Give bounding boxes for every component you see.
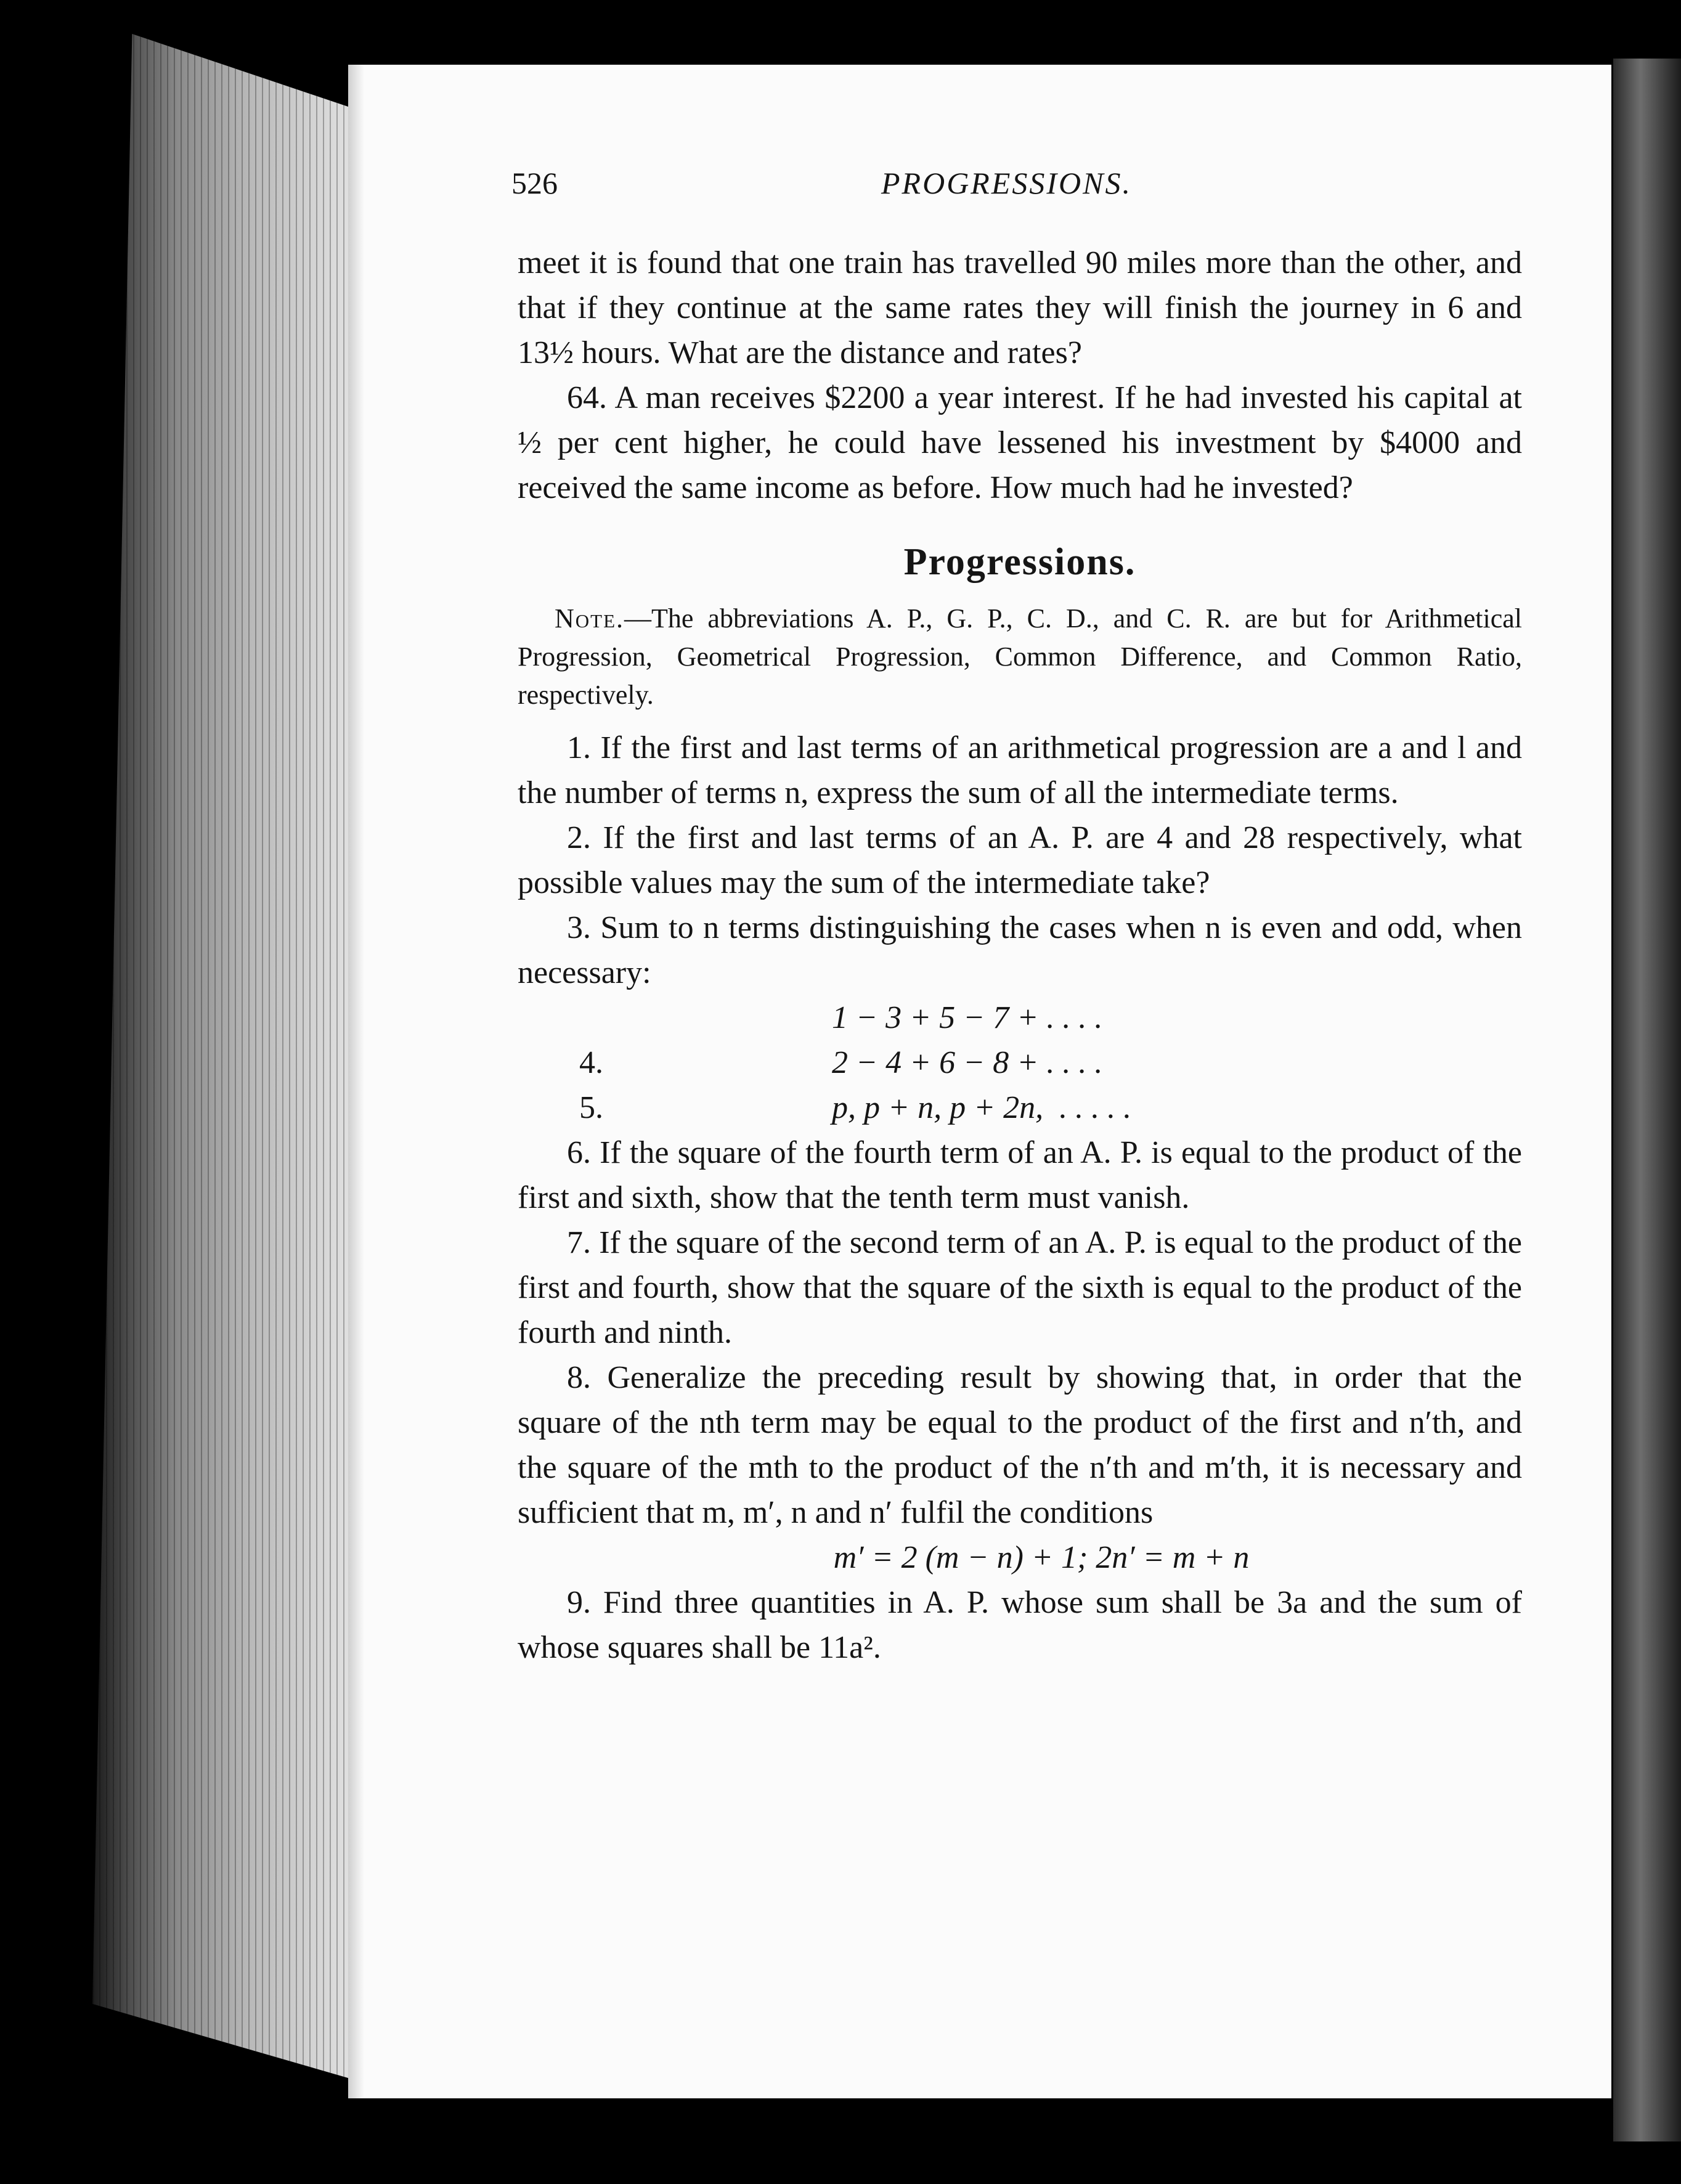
series-number: 5. [579, 1090, 603, 1125]
problem-8-equation: m′ = 2 (m − n) + 1; 2n′ = m + n [833, 1540, 1250, 1575]
page-header [511, 165, 1559, 208]
problem-6: 6. If the square of the fourth term of an A. P. is equal to the product of the first and sixth, show that the tenth term must vanish. [518, 1135, 1522, 1215]
note-label: Note. [555, 603, 625, 634]
continuation-paragraph: meet it is found that one train has travelled 90 miles more than the other, and that if they continue at the same rates they will finish the journey in 6 and 13½ hours. What are the distance and rates? [518, 245, 1522, 370]
series-row [518, 995, 1522, 1040]
problem-1: 1. If the first and last terms of an arithmetical progression are a and l and the number of terms n, express the sum of all the intermediate terms. [518, 730, 1522, 810]
series-expression: 1 − 3 + 5 − 7 + . . . . [832, 1000, 1103, 1035]
abbreviation-note [518, 600, 1522, 714]
problem-3: 3. Sum to n terms distinguishing the cases when n is even and odd, when necessary: [518, 910, 1522, 990]
series-row [518, 1040, 1522, 1085]
running-title: PROGRESSIONS. [881, 166, 1132, 200]
problem-2: 2. If the first and last terms of an A. P. are 4 and 28 respectively, what possible values may the sum of the intermediate take? [518, 820, 1522, 900]
series-row [518, 1085, 1522, 1130]
binding-edge [1613, 59, 1681, 2141]
problem-64: 64. A man receives $2200 a year interest. If he had invested his capital at ½ per cent higher, he could have lessened his investment by $4000 and received the same income as before. How much had he invested? [518, 380, 1522, 505]
note-text: —The abbreviations A. P., G. P., C. D., and C. R. are but for Arithmetical Progression, Geometrical Progression, Common Difference, and Common Ratio, respectively. [518, 603, 1522, 710]
section-title: Progressions. [903, 541, 1136, 583]
series-expression: 2 − 4 + 6 − 8 + . . . . [832, 1045, 1103, 1080]
page-number: 526 [511, 166, 558, 200]
problem-9: 9. Find three quantities in A. P. whose sum shall be 3a and the sum of whose squares shall be 11a². [518, 1585, 1522, 1665]
series-number: 4. [579, 1045, 603, 1080]
series-list [518, 995, 1522, 1130]
problem-7: 7. If the square of the second term of an A. P. is equal to the product of the first and fourth, show that the square of the sixth is equal to the product of the fourth and ninth. [518, 1225, 1522, 1350]
series-expression: p, p + n, p + 2n, . . . . . [832, 1090, 1132, 1125]
page-body [518, 240, 1522, 1670]
problem-8: 8. Generalize the preceding result by showing that, in order that the square of the nth term may be equal to the product of the first and n′th, and the square of the mth to the product of the n′th and m′th, it is necessary and sufficient that m, m′, n and n′ fulfil the conditions [518, 1360, 1522, 1530]
book-page-edges [92, 34, 376, 2086]
